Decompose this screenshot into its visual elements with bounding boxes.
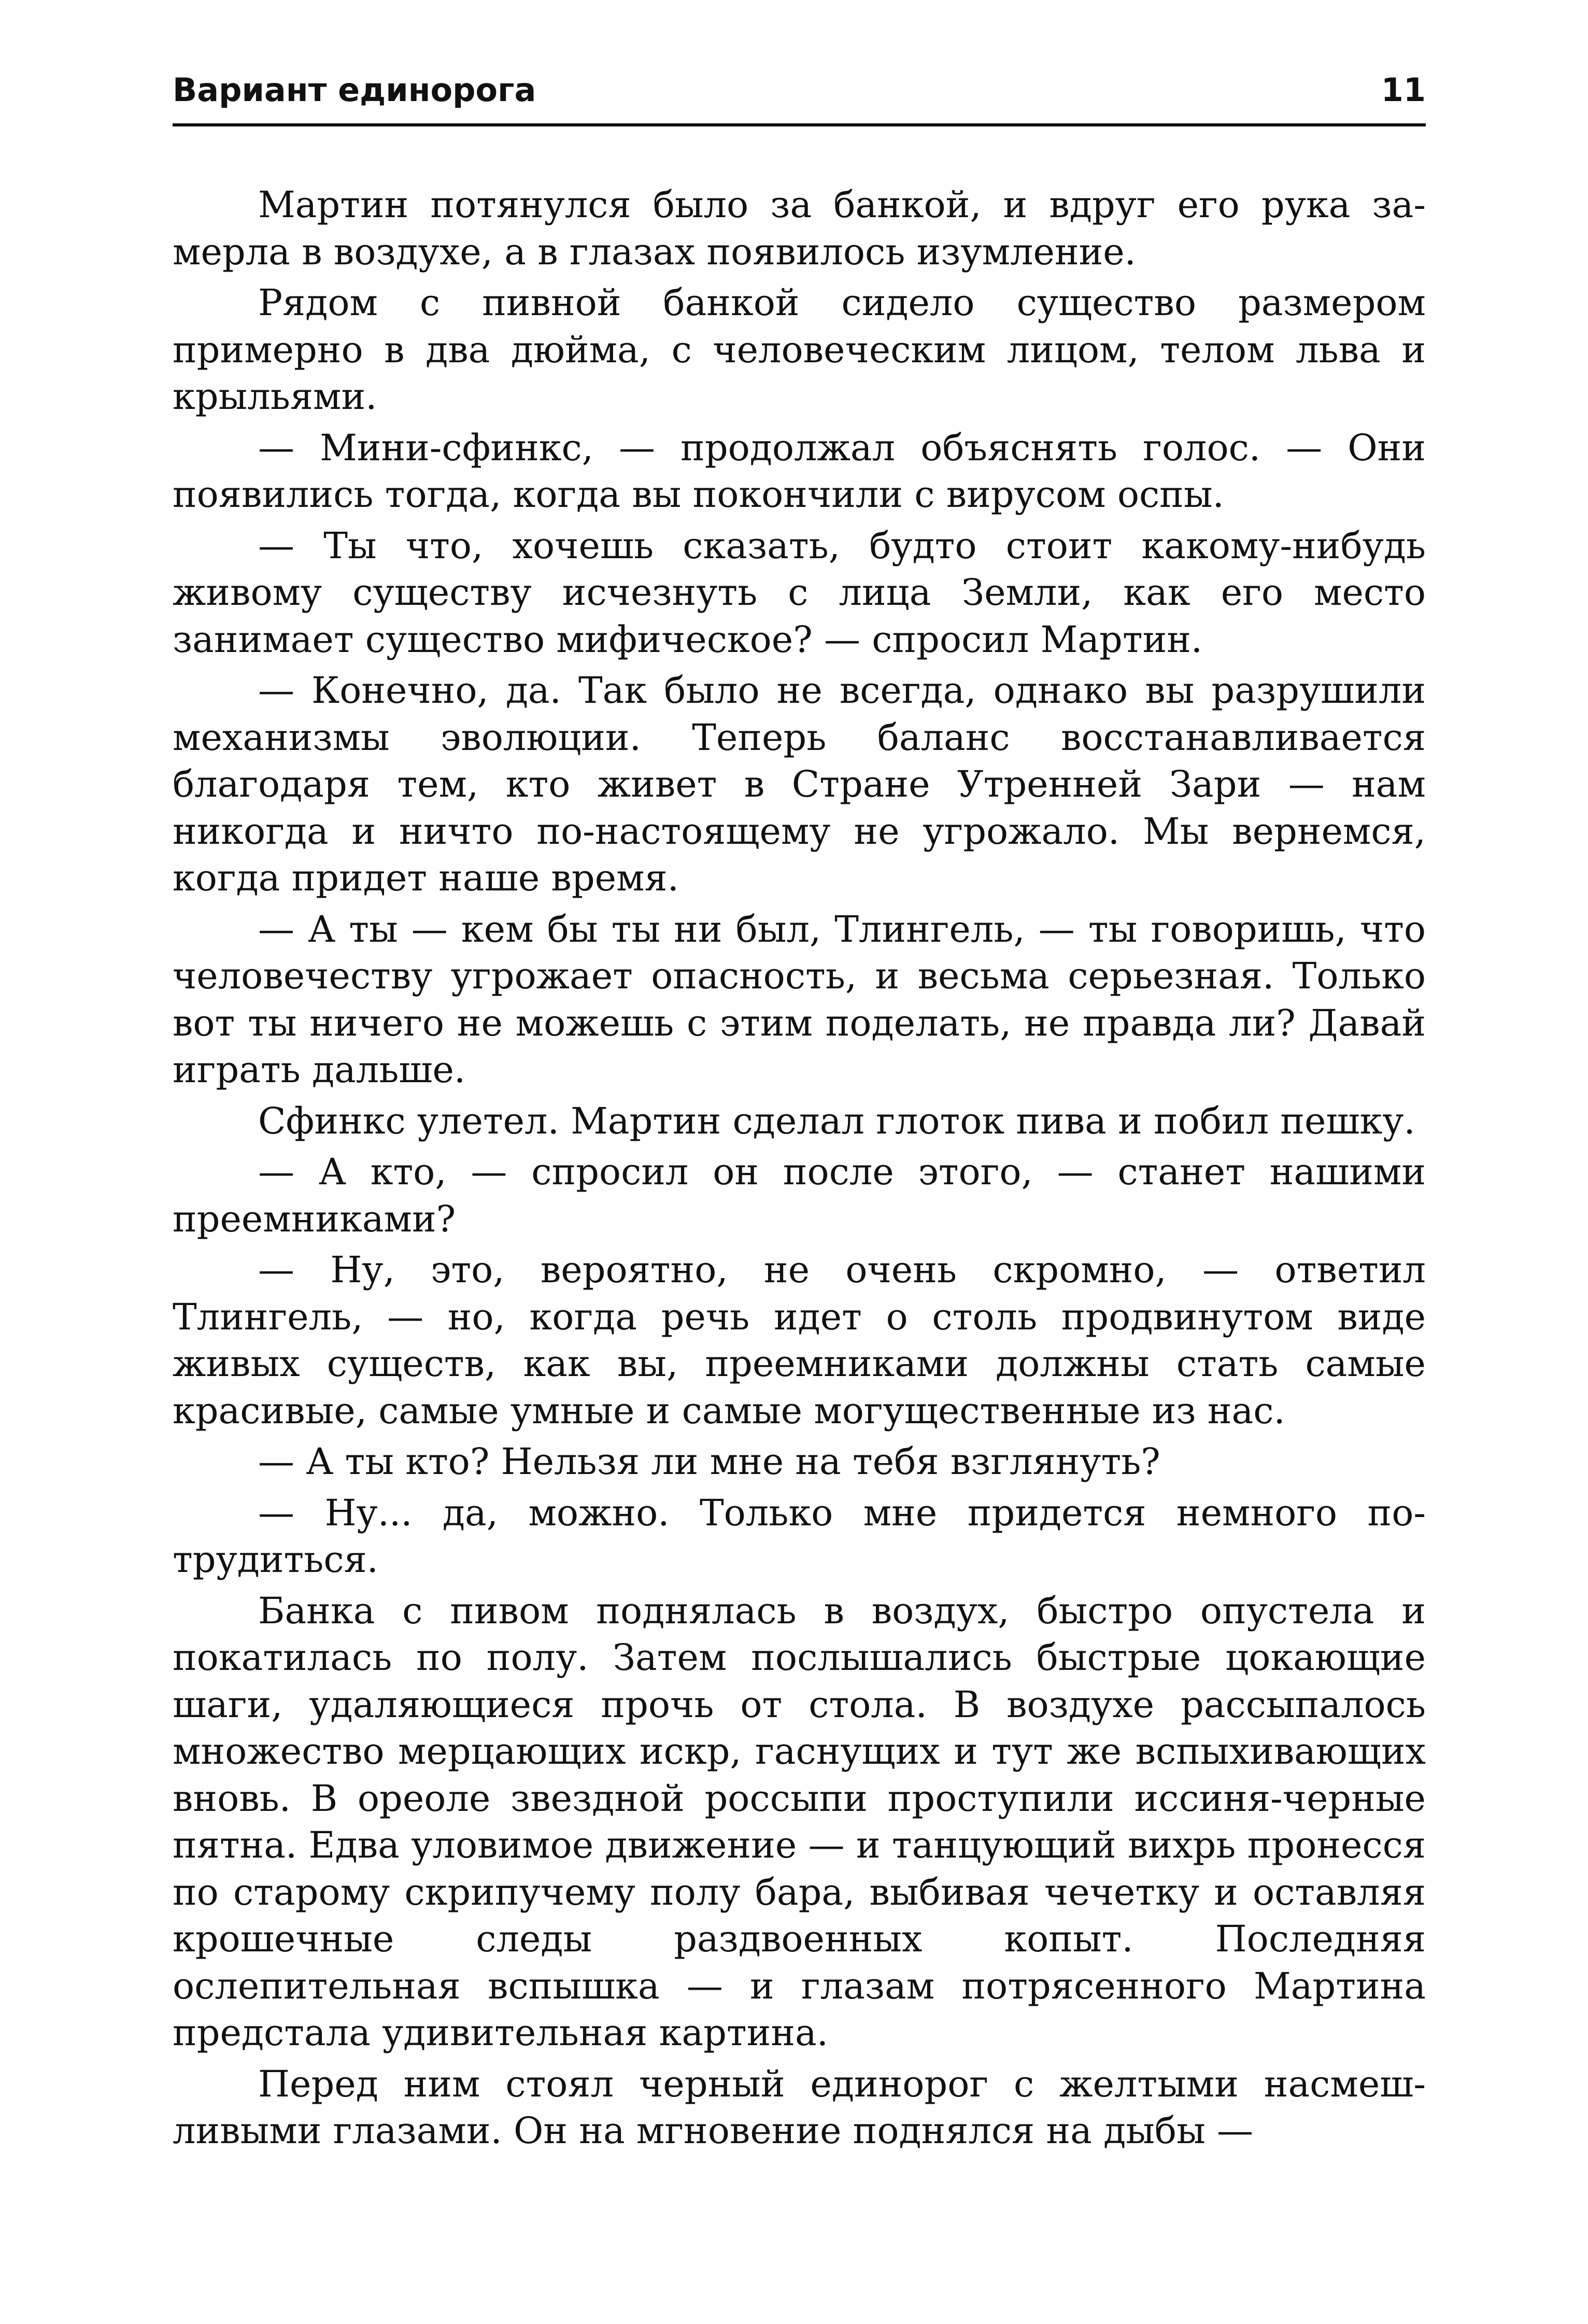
page-number: 11 <box>1381 71 1426 109</box>
paragraph: Сфинкс улетел. Мартин сделал глоток пива и побил пешку. <box>258 1099 1415 1142</box>
paragraph: — А кто, — спросил он после этого, — станет нашими преемниками? <box>173 1151 1426 1240</box>
paragraph: — А ты — кем бы ты ни был, Тлингель, — ты говоришь, что человечеству угрожает опасность, и весьма серьезная. Только вот ты ничего не можешь с этим поделать, не правда ли? Давай играть дальше. <box>173 908 1426 1091</box>
paragraph: Мартин потянулся было за банкой, и вдруг его рука замерла в воздухе, а в глазах появилось изумление. <box>173 183 1426 273</box>
book-page <box>173 0 1426 2324</box>
paragraph: — Ну, это, вероятно, не очень скромно, — ответил Тлингель, — но, когда речь идет о столь продвинутом виде живых существ, как вы, преемниками должны стать самые красивые, самые умные и самые могущественные из нас. <box>173 1249 1426 1432</box>
paragraph: — Ты что, хочешь сказать, будто стоит какому-нибудь живому существу исчезнуть с лица Земли, как его место занимает существо мифическое? — спросил Мартин. <box>173 524 1426 661</box>
header-divider <box>173 123 1426 126</box>
paragraph: Банка с пивом поднялась в воздух, быстро опустела и покатилась по полу. Затем послышались быстрые цокающие шаги, удаляющиеся прочь от стола. В воздухе рассыпалось множество мерцающих искр, гаснущих и тут же вспыхивающих вновь. В ореоле звездной россыпи проступили иссиня-черные пятна. Едва уловимое движение — и танцующий вихрь пронесся по старому скрипучему полу бара, выбивая чечетку и оставляя крошечные следы раздвоенных копыт. Последняя ослепительная вспышка — и глазам потрясенного Мартина предстала удивительная картина. <box>173 1589 1426 2054</box>
paragraph: Перед ним стоял черный единорог с желтыми насмешливыми глазами. Он на мгновение поднялся на дыбы — <box>173 2062 1426 2152</box>
running-header <box>173 49 1426 109</box>
paragraph: — Мини-сфинкс, — продолжал объяснять голос. — Они появились тогда, когда вы покончили с вирусом оспы. <box>173 426 1426 516</box>
paragraph: — А ты кто? Нельзя ли мне на тебя взглянуть? <box>258 1440 1160 1483</box>
paragraph: — Ну... да, можно. Только мне придется немного потрудиться. <box>173 1491 1426 1581</box>
paragraph: — Конечно, да. Так было не всегда, однако вы разрушили механизмы эволюции. Теперь баланс восстанавливается благодаря тем, кто живет в Стране Утренней Зари — нам никогда и ничто по-настоящему не угрожало. Мы вернемся, когда придет наше время. <box>173 669 1426 899</box>
paragraph: Рядом с пивной банкой сидело существо размером примерно в два дюйма, с человеческим лицом, телом льва и крыльями. <box>173 281 1426 418</box>
body-text <box>173 181 1426 2159</box>
chapter-title: Вариант единорога <box>173 71 536 109</box>
